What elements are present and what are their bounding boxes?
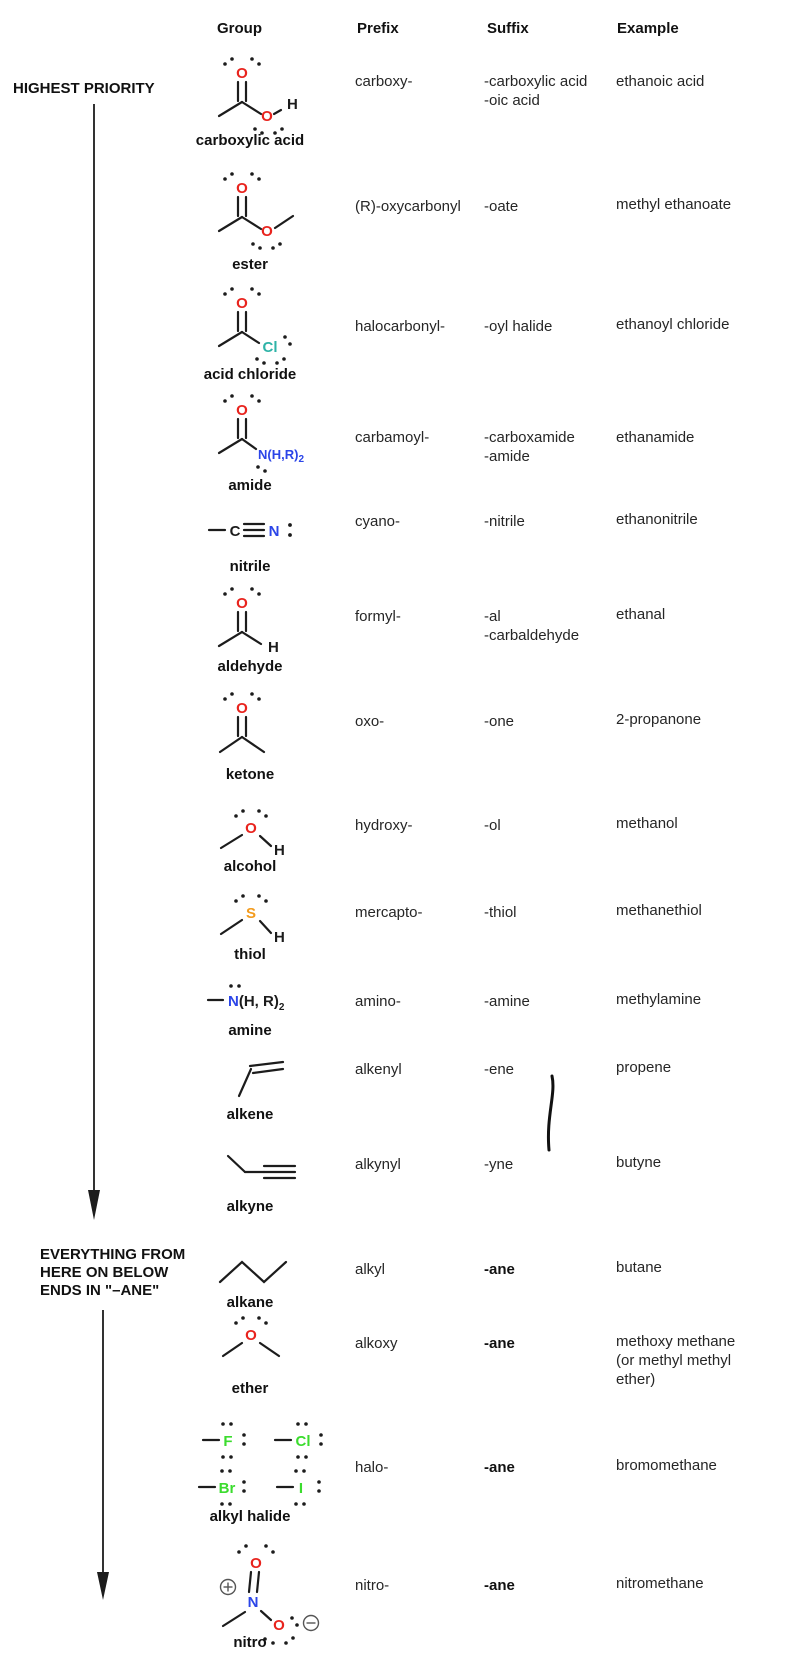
group-label: alcohol — [223, 858, 277, 875]
group-label: alkyl halide — [209, 1508, 291, 1525]
carbon-atom: C — [229, 523, 241, 540]
suffix-cell: -oyl halide — [484, 318, 553, 335]
prefix-cell: formyl- — [355, 608, 401, 625]
suffix-cell: -nitrile — [484, 513, 525, 530]
handwritten-mark — [540, 1072, 562, 1154]
suffix-cell: -thiol — [484, 904, 517, 921]
nitrogen-atom: N — [268, 523, 280, 540]
ane-section-arrow — [94, 1308, 112, 1606]
structure-acid-chloride — [195, 285, 310, 367]
chlorine-atom: Cl — [262, 339, 278, 356]
iodine-atom: I — [298, 1480, 304, 1497]
fluorine-atom: F — [223, 1433, 233, 1450]
suffix-cell: -ane — [484, 1335, 515, 1352]
structure-aldehyde — [195, 585, 310, 657]
ends-in-ane-label: EVERYTHING FROM HERE ON BELOW ENDS IN "–ANE" — [40, 1246, 186, 1299]
arrowhead-icon — [88, 1190, 100, 1220]
example-cell: ethanonitrile — [616, 511, 698, 528]
prefix-cell: carbamoyl- — [355, 429, 430, 446]
group-label: ketone — [225, 766, 275, 783]
column-header-group: Group — [217, 20, 262, 37]
priority-arrow — [85, 102, 103, 1224]
group-label: alkene — [226, 1106, 274, 1123]
prefix-cell: oxo- — [355, 713, 385, 730]
bromine-atom: Br — [218, 1480, 236, 1497]
structure-amine — [206, 980, 326, 1018]
prefix-cell: amino- — [355, 993, 401, 1010]
group-label: amine — [228, 1022, 272, 1039]
structure-carboxylic-acid — [195, 55, 310, 137]
example-cell: ethanal — [616, 606, 666, 623]
oxygen-atom: O — [236, 65, 248, 82]
nitrogen-atom: N — [247, 1594, 259, 1611]
prefix-cell: alkynyl — [355, 1156, 401, 1173]
prefix-cell: alkenyl — [355, 1061, 402, 1078]
amine-nitrogen-group: N(H, $R)_2$ — [228, 993, 285, 1013]
example-cell: ethanoyl chloride — [616, 316, 730, 333]
example-cell: butyne — [616, 1154, 662, 1171]
prefix-cell: alkoxy — [355, 1335, 398, 1352]
oxygen-atom: O — [261, 108, 273, 125]
suffix-cell: -ane — [484, 1577, 515, 1594]
chlorine-atom: Cl — [295, 1433, 311, 1450]
oxygen-atom: O — [236, 595, 248, 612]
hydrogen-atom: H — [268, 639, 279, 656]
example-cell: ethanoic acid — [616, 73, 705, 90]
hydrogen-atom: H — [274, 842, 285, 859]
suffix-cell: -carboxamide -amide — [484, 429, 575, 465]
oxygen-atom: O — [245, 1327, 257, 1344]
group-label: amide — [228, 477, 272, 494]
prefix-cell: halocarbonyl- — [355, 318, 446, 335]
oxygen-atom: O — [261, 223, 273, 240]
structure-thiol — [200, 890, 310, 952]
group-label: alkyne — [226, 1198, 274, 1215]
sulfur-atom: S — [245, 905, 257, 922]
prefix-cell: hydroxy- — [355, 817, 413, 834]
example-cell: propene — [616, 1059, 672, 1076]
structure-ether — [200, 1312, 310, 1370]
group-label: thiol — [234, 946, 266, 963]
prefix-cell: (R)-oxycarbonyl — [355, 198, 461, 215]
example-cell: nitromethane — [616, 1575, 704, 1592]
suffix-cell: -oate — [484, 198, 519, 215]
hydrogen-atom: H — [274, 929, 285, 946]
prefix-cell: cyano- — [355, 513, 401, 530]
oxygen-atom: O — [250, 1555, 262, 1572]
structure-alkyne — [220, 1148, 310, 1190]
example-cell: methyl ethanoate — [616, 196, 732, 213]
suffix-cell: -carboxylic acid -oic acid — [484, 73, 588, 109]
prefix-cell: alkyl — [355, 1261, 386, 1278]
group-label: ester — [232, 256, 268, 273]
suffix-cell: -al -carbaldehyde — [484, 608, 580, 644]
group-label: alkane — [226, 1294, 274, 1311]
arrowhead-icon — [97, 1572, 109, 1600]
structure-alkene — [225, 1055, 305, 1100]
group-label: acid chloride — [203, 366, 297, 383]
group-label: ether — [231, 1380, 269, 1397]
structure-alkane — [212, 1252, 302, 1288]
suffix-cell: -amine — [484, 993, 530, 1010]
structure-nitrile — [206, 512, 306, 548]
example-cell: methoxy methane (or methyl methyl ether) — [616, 1333, 736, 1388]
prefix-cell: nitro- — [355, 1577, 390, 1594]
oxygen-atom: O — [236, 295, 248, 312]
column-header-suffix: Suffix — [487, 20, 529, 37]
suffix-cell: -one — [484, 713, 515, 730]
suffix-cell: -ene — [484, 1061, 515, 1078]
suffix-cell: -ane — [484, 1261, 515, 1278]
prefix-cell: halo- — [355, 1459, 389, 1476]
prefix-cell: mercapto- — [355, 904, 423, 921]
structure-amide — [195, 392, 325, 474]
example-cell: methanethiol — [616, 902, 702, 919]
hydrogen-atom: H — [287, 96, 298, 113]
prefix-cell: carboxy- — [355, 73, 413, 90]
amide-nitrogen-group: N(H,R)2 — [258, 447, 304, 465]
example-cell: bromomethane — [616, 1457, 717, 1474]
oxygen-atom: O — [273, 1617, 285, 1634]
oxygen-atom: O — [236, 402, 248, 419]
structure-alcohol — [200, 805, 310, 865]
suffix-cell: -ol — [484, 817, 501, 834]
highest-priority-label: HIGHEST PRIORITY — [13, 80, 155, 97]
example-cell: methylamine — [616, 991, 702, 1008]
group-label: aldehyde — [217, 658, 283, 675]
suffix-cell: -ane — [484, 1459, 515, 1476]
column-header-example: Example — [617, 20, 679, 37]
structure-alkyl-halide — [195, 1415, 360, 1515]
example-cell: methanol — [616, 815, 678, 832]
example-cell: ethanamide — [616, 429, 695, 446]
oxygen-atom: O — [245, 820, 257, 837]
oxygen-atom: O — [236, 180, 248, 197]
group-label: nitro — [233, 1634, 267, 1651]
column-header-prefix: Prefix — [357, 20, 399, 37]
oxygen-atom: O — [236, 700, 248, 717]
structure-ketone — [195, 690, 310, 760]
group-label: nitrile — [229, 558, 271, 575]
structure-ester — [195, 170, 310, 252]
example-cell: butane — [616, 1259, 662, 1276]
suffix-cell: -yne — [484, 1156, 514, 1173]
group-label: carboxylic acid — [195, 132, 305, 149]
example-cell: 2-propanone — [616, 711, 702, 728]
